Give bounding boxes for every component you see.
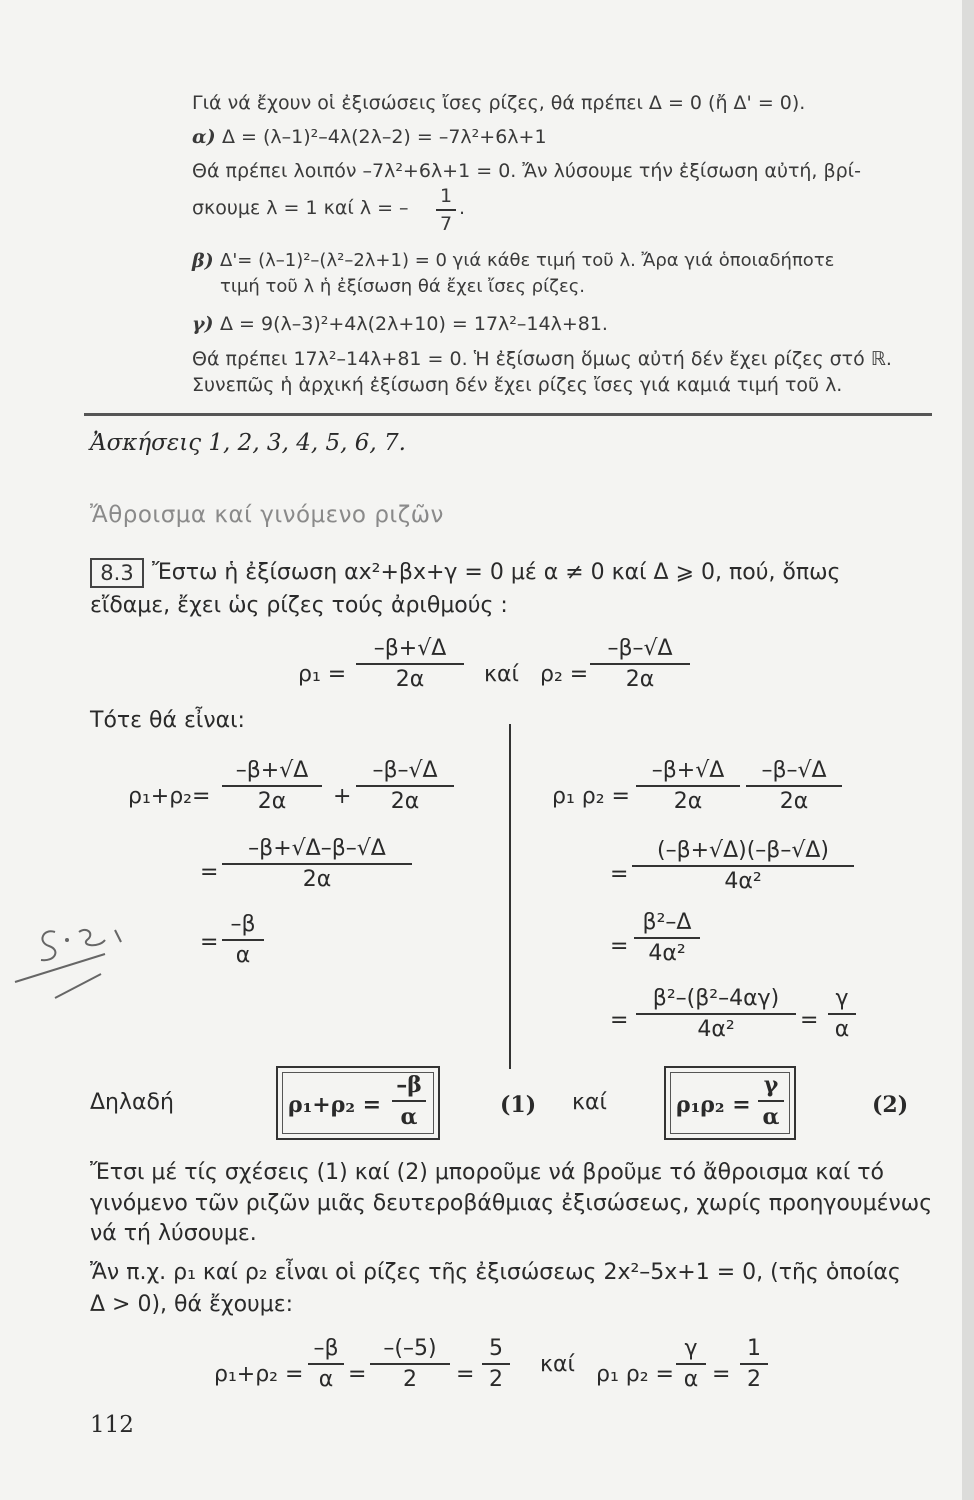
- sum-f3-numerator: –β+√Δ–β–√Δ: [248, 836, 386, 861]
- product-eq-5: =: [800, 1008, 819, 1033]
- exercises-reference: Ἀσκήσεις 1, 2, 3, 4, 5, 6, 7.: [90, 430, 406, 456]
- boxed-product-denominator: α: [762, 1104, 780, 1130]
- product-f3-denominator: 4α²: [724, 869, 762, 894]
- example-f2-denominator: 2: [403, 1367, 417, 1392]
- part-a-line3: σκουμε λ = 1 καί λ = –: [192, 197, 409, 219]
- fraction-bar: [636, 1013, 796, 1015]
- boxed-product-fraction: [758, 1072, 784, 1130]
- paragraph2-line3: νά τή λύσουμε.: [90, 1221, 257, 1246]
- product-fraction-1: [636, 758, 740, 814]
- fraction-bar: [356, 785, 454, 787]
- boxed-product-lhs: ρ₁ρ₂ =: [676, 1092, 751, 1118]
- example-fraction-1: [308, 1336, 344, 1392]
- part-c-line1: Δ = 9(λ–3)²+4λ(2λ+10) = 17λ²–14λ+81.: [220, 313, 608, 335]
- sum-f4-denominator: α: [235, 943, 251, 968]
- product-f4-denominator: 4α²: [648, 941, 686, 966]
- part-a-line2: Θά πρέπει λοιπόν –7λ²+6λ+1 = 0. Ἄν λύσουμε τήν ἐξίσωση αὐτή, βρί-: [192, 160, 861, 182]
- fraction-bar: [356, 663, 464, 665]
- sum-eq-2: =: [200, 860, 219, 885]
- part-a-equation: Δ = (λ–1)²–4λ(2λ–2) = –7λ²+6λ+1: [222, 126, 547, 148]
- sum-formula-box: [276, 1066, 440, 1140]
- roots-conjunction: καί: [484, 662, 519, 687]
- product-f6-denominator: α: [834, 1017, 850, 1042]
- example-eq-2: =: [456, 1362, 475, 1387]
- example-fraction-2: [370, 1336, 450, 1392]
- fraction-bar: [740, 1363, 768, 1365]
- paragraph2-line2: γινόμενο τῶν ριζῶν μιᾶς δευτεροβάθμιας ἐξισώσεως, χωρίς προηγουμένως: [90, 1191, 933, 1216]
- boxed-sum-lhs: ρ₁+ρ₂ =: [288, 1092, 382, 1118]
- fraction-bar: [370, 1363, 450, 1365]
- product-eq-4: =: [610, 1008, 629, 1033]
- boxed-intro: Δηλαδή: [90, 1090, 174, 1115]
- part-c-line3: Συνεπῶς ἡ ἀρχική ἐξίσωση δέν ἔχει ρίζες ἴσες γιά καμιά τιμή τοῦ λ.: [192, 374, 843, 396]
- example-f4-denominator: α: [683, 1367, 699, 1392]
- sum-f2-denominator: 2α: [390, 789, 420, 814]
- example-fraction-5: [740, 1336, 768, 1392]
- book-spine-shadow: [962, 0, 974, 1500]
- product-f5-denominator: 4α²: [697, 1017, 735, 1042]
- paragraph1-line1: Ἔστω ἡ ἐξίσωση αx²+βx+γ = 0 μέ α ≠ 0 καί Δ ⩾ 0, πού, ὅπως: [152, 560, 841, 585]
- example-f1-numerator: –β: [313, 1336, 339, 1361]
- fraction-bar: [828, 1013, 856, 1015]
- example-eq-1: =: [348, 1362, 367, 1387]
- part-b-label: β): [192, 250, 214, 272]
- boxed-conjunction: καί: [572, 1090, 607, 1115]
- example-f1-denominator: α: [318, 1367, 334, 1392]
- example-f2-numerator: –(–5): [383, 1336, 437, 1361]
- fraction-bar: [590, 663, 690, 665]
- fraction-bar: [636, 785, 740, 787]
- paragraph3-line1: Ἄν π.χ. ρ₁ καί ρ₂ εἶναι οἱ ρίζες τῆς ἐξισώσεως 2x²–5x+1 = 0, (τῆς ὁποίας: [90, 1260, 901, 1285]
- product-fraction-3: [632, 838, 854, 894]
- fraction-bar: [392, 1100, 426, 1102]
- fraction-bar: [632, 865, 854, 867]
- sum-eq-3: =: [200, 930, 219, 955]
- boxed-sum-fraction: [392, 1072, 426, 1130]
- equation-tag-1: (1): [500, 1092, 537, 1118]
- product-f3-numerator: (–β+√Δ)(–β–√Δ): [657, 838, 829, 863]
- product-eq-2: =: [610, 862, 629, 887]
- section-divider: [84, 413, 932, 416]
- product-f1-denominator: 2α: [673, 789, 703, 814]
- example-eq-3: =: [712, 1362, 731, 1387]
- equation-tag-2: (2): [872, 1092, 909, 1118]
- root2-numerator: –β–√Δ: [607, 636, 673, 661]
- sum-f3-denominator: 2α: [302, 867, 332, 892]
- part-a-end: .: [459, 197, 466, 219]
- column-divider: [509, 724, 511, 1069]
- product-fraction-6: [828, 986, 856, 1042]
- fraction-bar: [436, 209, 456, 211]
- part-a-frac-num: 1: [439, 185, 453, 207]
- boxed-product-numerator: γ: [763, 1072, 779, 1098]
- root1-denominator: 2α: [395, 667, 425, 692]
- then-text: Τότε θά εἶναι:: [90, 708, 245, 733]
- example-sum-lhs: ρ₁+ρ₂ =: [214, 1362, 304, 1387]
- root2-fraction: [590, 636, 690, 692]
- part-b-line2: τιμή τοῦ λ ἡ ἐξίσωση θά ἔχει ἴσες ρίζες.: [220, 276, 585, 297]
- sum-fraction-1: [222, 758, 322, 814]
- fraction-bar: [222, 939, 264, 941]
- fraction-bar: [746, 785, 842, 787]
- part-c-line2: Θά πρέπει 17λ²–14λ+81 = 0. Ἡ ἐξίσωση ὅμως αὐτή δέν ἔχει ρίζες στό ℝ.: [192, 348, 892, 370]
- root1-label: ρ₁ =: [298, 662, 347, 687]
- product-f2-denominator: 2α: [779, 789, 809, 814]
- fraction-bar: [676, 1363, 706, 1365]
- part-c-label: γ): [192, 313, 214, 335]
- sum-f1-numerator: –β+√Δ: [235, 758, 309, 783]
- product-f5-numerator: β²–(β²–4αγ): [652, 986, 780, 1011]
- sum-plus: +: [333, 784, 352, 809]
- product-f4-numerator: β²–Δ: [642, 910, 692, 935]
- example-conjunction: καί: [540, 1352, 575, 1377]
- paragraph1-line2: εἴδαμε, ἔχει ὡς ρίζες τούς ἀριθμούς :: [90, 593, 508, 618]
- paragraph2-line1: Ἔτσι μέ τίς σχέσεις (1) καί (2) μποροῦμε νά βροῦμε τό ἄθροισμα καί τό: [90, 1160, 884, 1185]
- fraction-bar: [222, 785, 322, 787]
- sum-lhs: ρ₁+ρ₂=: [128, 784, 211, 809]
- product-f2-numerator: –β–√Δ: [761, 758, 827, 783]
- page-number: 112: [90, 1412, 134, 1438]
- example-f3-denominator: 2: [489, 1367, 503, 1392]
- product-formula-box: [664, 1066, 796, 1140]
- part-a-frac-den: 7: [439, 213, 453, 235]
- sum-fraction-3: [222, 836, 412, 892]
- sum-f1-denominator: 2α: [257, 789, 287, 814]
- product-fraction-4: [634, 910, 700, 966]
- part-b-line1: Δ'= (λ–1)²–(λ²–2λ+1) = 0 γιά κάθε τιμή τοῦ λ. Ἄρα γιά ὁποιαδήποτε: [220, 250, 835, 271]
- example-f5-numerator: 1: [747, 1336, 761, 1361]
- example-f5-denominator: 2: [747, 1367, 761, 1392]
- paragraph3-line2: Δ > 0), θά ἔχουμε:: [90, 1292, 294, 1317]
- boxed-sum-denominator: α: [400, 1104, 418, 1130]
- sum-fraction-4: [222, 912, 264, 968]
- root2-denominator: 2α: [625, 667, 655, 692]
- fraction-bar: [758, 1100, 784, 1102]
- boxed-sum-numerator: –β: [396, 1072, 422, 1098]
- solution-intro: Γιά νά ἔχουν οἱ ἐξισώσεις ἴσες ρίζες, θά πρέπει Δ = 0 (ἤ Δ' = 0).: [192, 92, 806, 114]
- part-a-label: α): [192, 126, 216, 148]
- example-fraction-4: [676, 1336, 706, 1392]
- section-title: Ἄθροισμα καί γινόμενο ριζῶν: [90, 502, 444, 528]
- sum-f4-numerator: –β: [230, 912, 256, 937]
- section-number-badge: 8.3: [90, 558, 144, 588]
- example-f4-numerator: γ: [684, 1336, 698, 1361]
- fraction-bar: [482, 1363, 510, 1365]
- root1-fraction: [356, 636, 464, 692]
- product-eq-3: =: [610, 934, 629, 959]
- sum-f2-numerator: –β–√Δ: [372, 758, 438, 783]
- product-f1-numerator: –β+√Δ: [651, 758, 725, 783]
- fraction-bar: [222, 863, 412, 865]
- fraction-bar: [308, 1363, 344, 1365]
- product-fraction-2: [746, 758, 842, 814]
- fraction-bar: [634, 937, 700, 939]
- example-f3-numerator: 5: [489, 1336, 503, 1361]
- product-lhs: ρ₁ ρ₂ =: [552, 784, 630, 809]
- product-f6-numerator: γ: [835, 986, 849, 1011]
- sum-fraction-2: [356, 758, 454, 814]
- example-fraction-3: [482, 1336, 510, 1392]
- product-fraction-5: [636, 986, 796, 1042]
- root2-label: ρ₂ =: [540, 662, 589, 687]
- example-product-lhs: ρ₁ ρ₂ =: [596, 1362, 674, 1387]
- part-a-fraction: [436, 185, 456, 235]
- pencil-annotation-icon: [5, 910, 145, 1000]
- root1-numerator: –β+√Δ: [373, 636, 447, 661]
